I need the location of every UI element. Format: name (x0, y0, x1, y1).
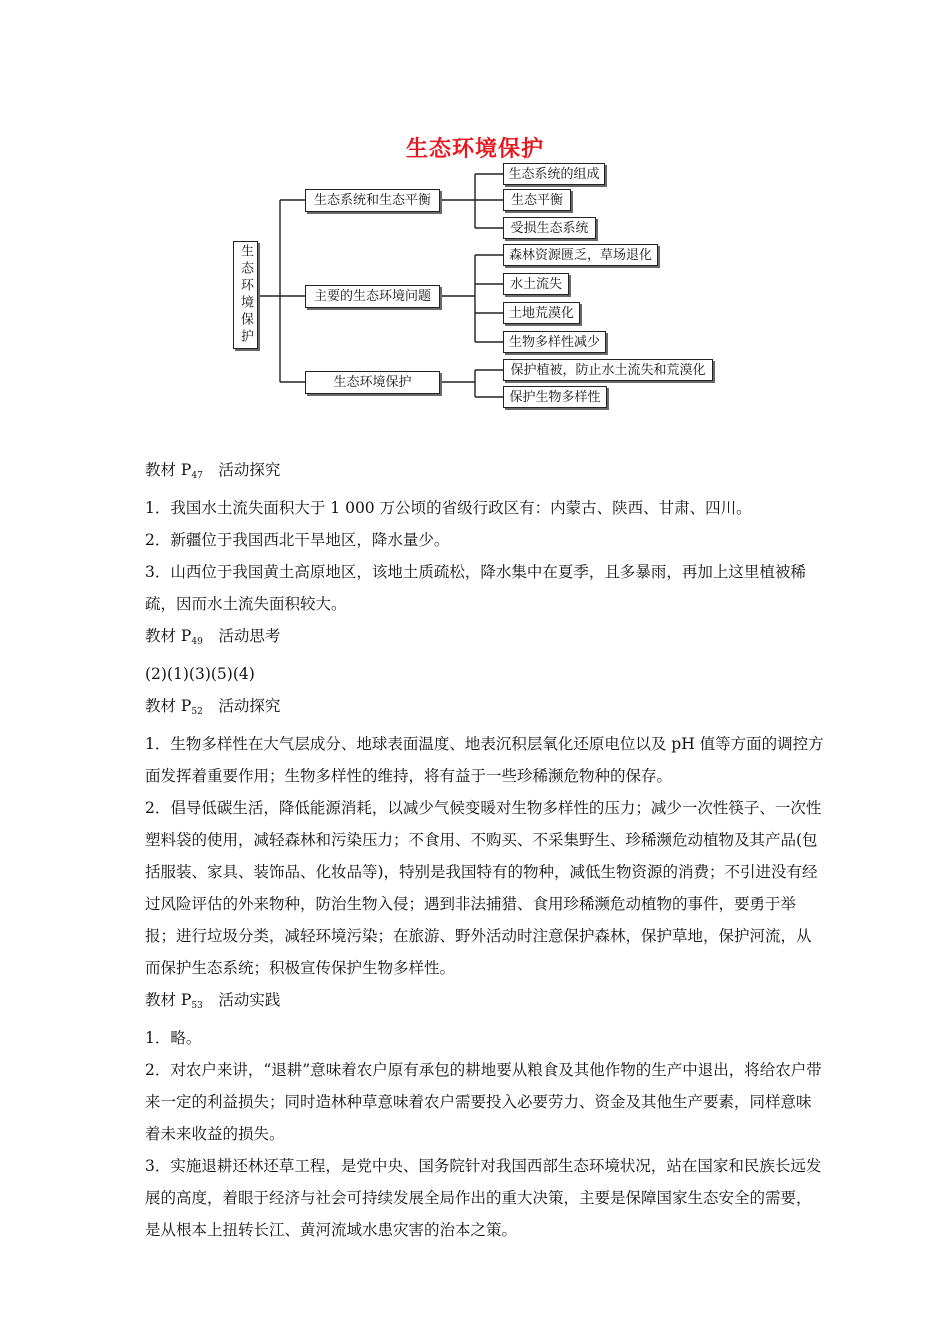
leaf-ecosystem-composition: 生态系统的组成 (503, 163, 605, 185)
list-item: (2)(1)(3)(5)(4) (145, 665, 255, 683)
branch-ecosystem-balance: 生态系统和生态平衡 (305, 189, 440, 212)
list-item: 2．对农户来讲，“退耕”意味着农户原有承包的耕地要从粮食及其他作物的生产中退出，将给农户带来一定的利益损失；同时造林种草意味着农户需要投入必要劳力、资金及其他生产要素，同样意味着未来收益的损失。 (145, 1061, 822, 1143)
section-heading: 教材 $P_{53}$ 活动实践 (145, 991, 281, 1011)
leaf-soil-erosion: 水土流失 (503, 273, 569, 295)
branch-main-problems: 主要的生态环境问题 (305, 285, 440, 308)
list-item: 3．山西位于我国黄土高原地区，该地土质疏松，降水集中在夏季，且多暴雨，再加上这里植被稀疏，因而水土流失面积较大。 (145, 563, 806, 613)
list-item: 1．生物多样性在大气层成分、地球表面温度、地表沉积层氧化还原电位以及 pH 值等方面的调控方面发挥着重要作用；生物多样性的维持，将有益于一些珍稀濒危物种的保存。 (145, 735, 824, 785)
list-item: 1．略。 (145, 1029, 202, 1047)
leaf-forest-shortage: 森林资源匮乏，草场退化 (503, 244, 658, 266)
leaf-protect-biodiversity: 保护生物多样性 (503, 386, 607, 408)
section-heading: 教材 $P_{49}$ 活动思考 (145, 627, 281, 647)
leaf-damaged-ecosystem: 受损生态系统 (503, 217, 596, 239)
diagram-connectors (0, 0, 950, 420)
body-text (145, 454, 825, 1246)
page-title: 生态环境保护 (405, 137, 544, 162)
branch-protection: 生态环境保护 (305, 371, 440, 394)
list-item: 2．倡导低碳生活，降低能源消耗，以减少气候变暖对生物多样性的压力；减少一次性筷子、一次性塑料袋的使用，减轻森林和污染压力；不食用、不购买、不采集野生、珍稀濒危动植物及其产品(包括服装、家具、装饰品、化妆品等)，特别是我国特有的物种，减低生物资源的消费；不引进没有经过风险评估的外来物种，防治生物入侵；遇到非法捕猎、食用珍稀濒危动植物的事件，要勇于举报；进行垃圾分类，减轻环境污染；在旅游、野外活动时注意保护森林，保护草地，保护河流，从而保护生态系统；积极宣传保护生物多样性。 (145, 799, 822, 977)
list-item: 1．我国水土流失面积大于 1 000 万公顷的省级行政区有：内蒙古、陕西、甘肃、四川。 (145, 499, 752, 517)
diagram-root-box: 生态环境保护 (233, 241, 258, 349)
list-item: 3．实施退耕还林还草工程，是党中央、国务院针对我国西部生态环境状况，站在国家和民族长远发展的高度，着眼于经济与社会可持续发展全局作出的重大决策，主要是保障国家生态安全的需要，是从根本上扭转长江、黄河流域水患灾害的治本之策。 (145, 1157, 822, 1239)
section-heading: 教材 $P_{47}$ 活动探究 (145, 461, 281, 481)
leaf-ecological-balance: 生态平衡 (503, 189, 571, 211)
section-heading: 教材 $P_{52}$ 活动探究 (145, 697, 281, 717)
list-item: 2．新疆位于我国西北干旱地区，降水量少。 (145, 531, 450, 549)
leaf-desertification: 土地荒漠化 (503, 302, 580, 324)
leaf-protect-vegetation: 保护植被，防止水土流失和荒漠化 (503, 359, 713, 381)
leaf-biodiversity-loss: 生物多样性减少 (503, 331, 606, 353)
